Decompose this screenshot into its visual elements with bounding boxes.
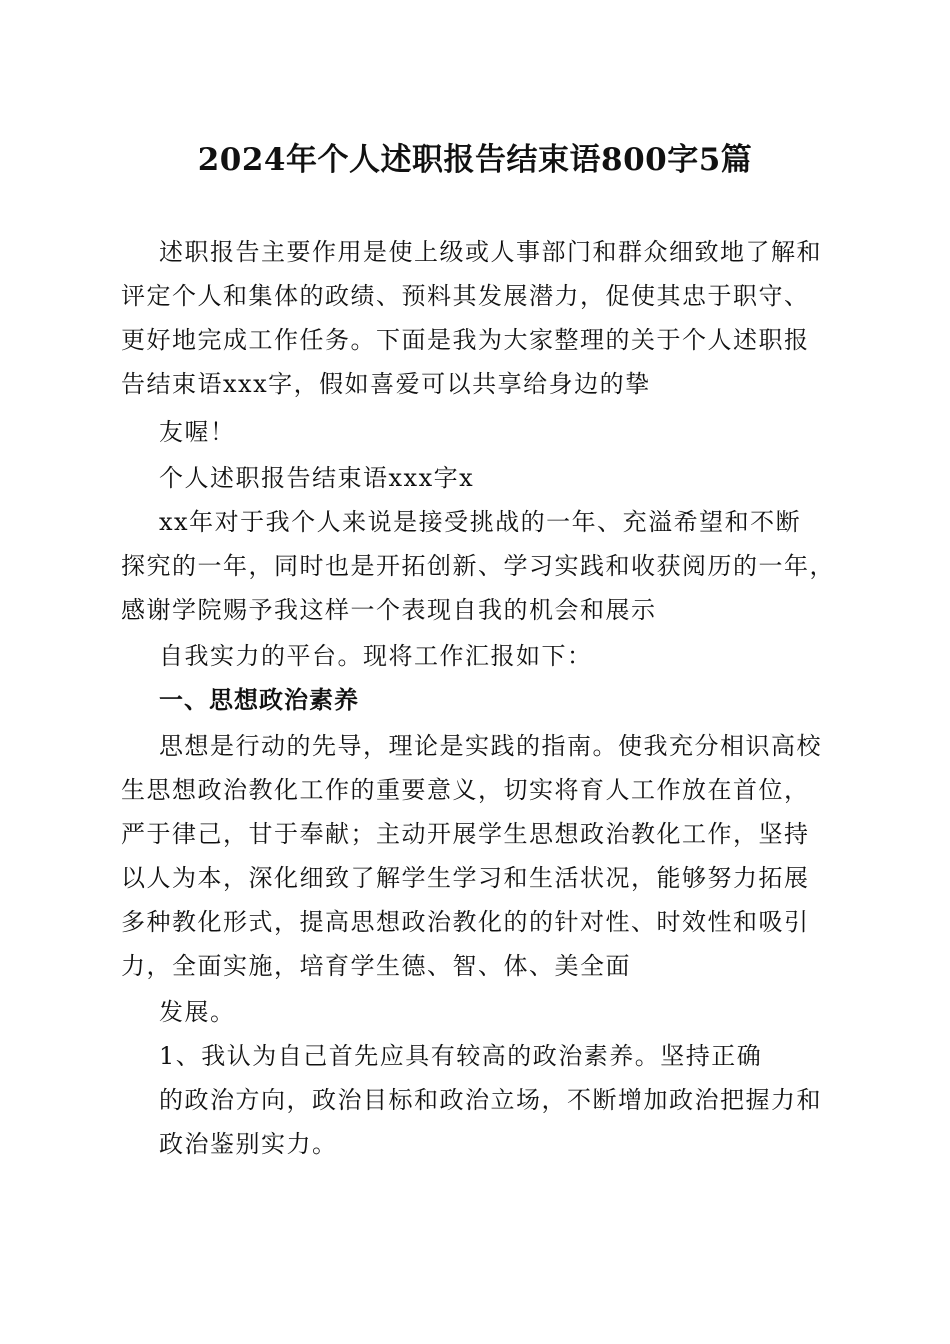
paragraph-line: 严于律己，甘于奉献；主动开展学生思想政治教化工作，坚持 xyxy=(121,820,810,848)
paragraph-line: 1、我认为自己首先应具有较高的政治素养。坚持正确 xyxy=(159,1042,763,1070)
paragraph-line: xx年对于我个人来说是接受挑战的一年、充溢希望和不断 xyxy=(159,508,802,536)
paragraph-line: 以人为本，深化细致了解学生学习和生活状况，能够努力拓展 xyxy=(121,864,810,892)
paragraph-line: 的政治方向，政治目标和政治立场，不断增加政治把握力和 xyxy=(159,1086,822,1114)
document-title: 2024年个人述职报告结束语800字5篇 xyxy=(197,142,753,178)
paragraph-line: 更好地完成工作任务。下面是我为大家整理的关于个人述职报 xyxy=(121,326,810,354)
paragraph-line: 自我实力的平台。现将工作汇报如下： xyxy=(159,642,593,670)
paragraph-line: 多种教化形式，提高思想政治教化的的针对性、时效性和吸引 xyxy=(121,908,810,936)
paragraph-line: 评定个人和集体的政绩、预料其发展潜力，促使其忠于职守、 xyxy=(121,282,810,310)
paragraph-line: 述职报告主要作用是使上级或人事部门和群众细致地了解和 xyxy=(159,238,822,266)
paragraph-line: 政治鉴别实力。 xyxy=(159,1130,338,1158)
paragraph-line: 感谢学院赐予我这样一个表现自我的机会和展示 xyxy=(121,596,657,624)
paragraph-line: 力，全面实施，培育学生德、智、体、美全面 xyxy=(121,952,631,980)
paragraph-line: 生思想政治教化工作的重要意义，切实将育人工作放在首位， xyxy=(121,776,810,804)
paragraph-line: 发展。 xyxy=(159,998,236,1026)
paragraph-line: 思想是行动的先导，理论是实践的指南。使我充分相识高校 xyxy=(159,732,822,760)
paragraph-line: 探究的一年，同时也是开拓创新、学习实践和收获阅历的一年， xyxy=(121,552,835,580)
paragraph-line: 友喔！ xyxy=(159,418,236,446)
section-heading: 一、思想政治素养 xyxy=(159,686,359,714)
section-title-line: 个人述职报告结束语xxx字x xyxy=(159,464,475,492)
paragraph-line: 告结束语xxx字，假如喜爱可以共享给身边的挚 xyxy=(121,370,651,398)
